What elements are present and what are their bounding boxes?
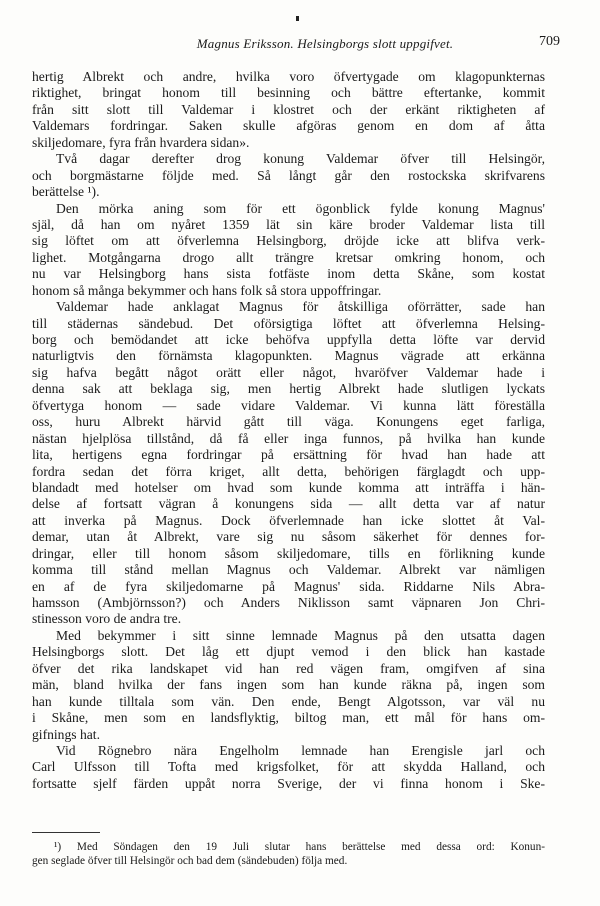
text-line: Valdemars fordringar. Saken skulle afgöras genom en dom af åtta bbox=[32, 118, 545, 134]
text-line: nu var Helsingborg hans sista fotfäste inom detta Skåne, som kostat bbox=[32, 266, 545, 282]
text-line: lita, hertigens egna fordringar på ersättning för hvad han hade att bbox=[32, 447, 545, 463]
footnote-rule bbox=[32, 832, 100, 833]
text-line: berättelse ¹). bbox=[32, 184, 100, 200]
text-line: hamsson (Ambjörnsson?) och Anders Niklisson samt väpnaren Jon Chri- bbox=[32, 595, 545, 610]
text-line: och borgmästarne följde med. Så långt går den rostockska skrifvarens bbox=[32, 167, 545, 183]
text-line: själ, då han om nyåret 1359 lät sin käre broder Valdemar lista till bbox=[32, 216, 545, 232]
text-line: honom så många bekymmer och hans folk så stora uppoffringar. bbox=[32, 282, 382, 298]
text-line: Carl Ulfsson till Tofta med krigsfolket, för att skydda Halland, och bbox=[32, 759, 545, 775]
text-line: riktighet, bringat honom till besinning och bättre eftertanke, kommit bbox=[32, 85, 545, 101]
text-line: Två dagar derefter drog konung Valdemar öfver till Helsingör, bbox=[56, 151, 545, 167]
text-line: fortsatte sjelf färden uppåt norra Sverige, der vi finna honom i Ske- bbox=[32, 775, 545, 791]
text-line: lighet. Motgångarna drogo allt trängre kretsar omkring honom, och bbox=[32, 249, 545, 265]
printer-mark bbox=[296, 16, 299, 21]
text-line: från sitt slott till Valdemar i klostret och der erkänt riktigheten af bbox=[32, 101, 545, 117]
text-line: Helsingborgs slott. Det låg ett djupt vemod i den blick han kastade bbox=[32, 644, 545, 660]
text-line: öfvertyga honom — sade vidare Valdemar. Vi kunna lätt föreställa bbox=[32, 397, 545, 413]
footnotes bbox=[32, 840, 545, 868]
footnote-line: gen seglade öfver till Helsingör och bad dem (sändebuden) följa med. bbox=[32, 855, 348, 867]
text-line: denna sak att beklaga sig, men hertig Albrekt hade slutligen lyckats bbox=[32, 381, 545, 397]
text-line: att inverka på Magnus. Dock öfverlemnade han icke slottet åt Val- bbox=[32, 512, 545, 528]
text-line: sig hafva begått något orätt eller något, hvaröfver Valdemar hade i bbox=[32, 364, 545, 380]
text-line: Vid Rögnebro nära Engelholm lemnade han Erengisle jarl och bbox=[56, 742, 545, 758]
footnote-line: ¹) Med Söndagen den 19 Juli slutar hans berättelse med dessa ord: Konun- bbox=[54, 841, 545, 853]
text-line: han kunde tilltala som vän. Den ende, Bengt Algotsson, var väl nu bbox=[32, 693, 545, 709]
text-line: hertig Albrekt och andre, hvilka voro öfvertygade om klagopunkternas bbox=[32, 69, 545, 84]
page-number: 709 bbox=[539, 34, 560, 49]
body-text bbox=[32, 69, 545, 792]
text-line: i Skåne, men som en landsflyktig, biltog man, ett mål för hans om- bbox=[32, 710, 545, 726]
text-line: gifnings hat. bbox=[32, 726, 100, 742]
text-line: dringar, eller till honom såsom skiljedomare, tills en förlikning kunde bbox=[32, 545, 545, 561]
text-line: oss, huru Albrekt härvid gått till väga. Konungens eget farliga, bbox=[32, 414, 545, 430]
text-line: en af de fyra skiljedomarne på Magnus' sida. Riddarne Nils Abra- bbox=[32, 578, 545, 594]
text-line: demar, utan åt Albrekt, vare sig nu såsom säkerhet för dennes for- bbox=[32, 529, 545, 545]
text-line: fordra sedan det förra kriget, allt detta, behörigen färglagdt och upp- bbox=[32, 463, 545, 479]
text-line: män, bland hvilka der fans ingen som han kunde räkna på, ingen som bbox=[32, 677, 545, 693]
page-header bbox=[30, 32, 560, 52]
running-head: Magnus Eriksson. Helsingborgs slott uppgifvet. bbox=[196, 36, 454, 51]
text-line: delse af fortsatt vägran å konungens sida — allt detta var af natur bbox=[32, 496, 545, 512]
text-line: Den mörka aning som för ett ögonblick fylde konung Magnus' bbox=[56, 200, 545, 216]
text-line: öfver det rika landskapet vid han red vägen fram, omgifven af sina bbox=[32, 660, 545, 676]
text-line: sig löftet om att öfverlemna Helsingborg, dröjde icke att blifva verk- bbox=[32, 233, 545, 249]
text-line: borg och bemödandet att icke behöfva uppfylla detta löfte var dervid bbox=[32, 332, 545, 347]
text-line: stinesson voro de andra tre. bbox=[32, 611, 182, 627]
text-line: till städernas sändebud. Det oförsigtiga löftet att öfverlemna Helsing- bbox=[32, 315, 545, 331]
text-line: skiljedomare, fyra från hvardera sidan». bbox=[32, 134, 250, 150]
text-line: komma till stånd mellan Magnus och Valdemar. Albrekt var nämligen bbox=[32, 562, 545, 578]
text-line: naturligtvis den förnämsta klagopunkten. Magnus vägrade att erkänna bbox=[32, 348, 545, 364]
text-line: Valdemar hade anklagat Magnus för åtskilliga oförrätter, sade han bbox=[56, 299, 545, 315]
text-line: Med bekymmer i sitt sinne lemnade Magnus på den utsatta dagen bbox=[56, 627, 545, 643]
text-line: blandadt med hotelser om hvad som kunde komma att inträffa i hän- bbox=[32, 479, 545, 495]
text-line: nästan hjelplösa tillstånd, då få eller inga funnos, på hvilka han kunde bbox=[32, 430, 545, 446]
